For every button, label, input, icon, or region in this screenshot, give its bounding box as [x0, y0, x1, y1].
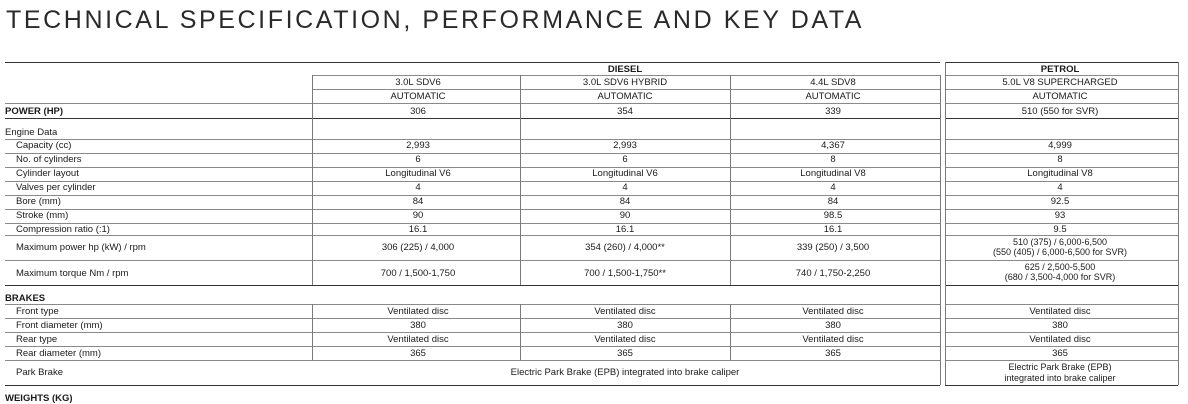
spec-label: Bore (mm)	[16, 196, 61, 207]
spec-value: 92.5	[1050, 196, 1070, 207]
table-top-rule	[945, 62, 1178, 63]
spec-value: 365	[825, 348, 841, 359]
power-value: 306	[410, 106, 426, 117]
spec-value: 625 / 2,500-5,500	[1024, 262, 1096, 272]
spec-label: Front diameter (mm)	[16, 320, 103, 331]
spec-value: 306 (225) / 4,000	[381, 242, 455, 253]
spec-label: Capacity (cc)	[16, 140, 72, 151]
row-divider	[5, 332, 940, 333]
row-divider	[5, 318, 940, 319]
spec-value: Electric Park Brake (EPB) integrated into brake caliper	[510, 367, 740, 378]
transmission: AUTOMATIC	[597, 91, 653, 102]
row-divider	[945, 235, 1178, 236]
row-divider	[5, 360, 940, 361]
spec-value: Longitudinal V6	[385, 168, 451, 179]
row-divider	[945, 332, 1178, 333]
spec-value: Ventilated disc	[387, 306, 449, 317]
spec-value: Longitudinal V8	[1027, 168, 1093, 179]
engine-section-label: Engine Data	[5, 127, 58, 138]
spec-value: 6	[622, 154, 628, 165]
spec-value: Ventilated disc	[594, 334, 656, 345]
brakes-section-label: BRAKES	[5, 293, 46, 304]
spec-value: 339 (250) / 3,500	[796, 242, 870, 253]
spec-value: 380	[1052, 320, 1068, 331]
transmission: AUTOMATIC	[1032, 91, 1088, 102]
row-divider	[5, 260, 940, 261]
page-title: TECHNICAL SPECIFICATION, PERFORMANCE AND KEY DATA	[6, 6, 865, 34]
spec-value: 8	[830, 154, 836, 165]
diesel-header: DIESEL	[607, 64, 643, 75]
spec-value: Ventilated disc	[594, 306, 656, 317]
petrol-header: PETROL	[1040, 64, 1080, 75]
row-divider	[5, 304, 940, 305]
spec-value: 2,993	[613, 140, 637, 151]
column-divider	[312, 75, 313, 285]
spec-value: 84	[827, 196, 839, 207]
spec-value: 365	[617, 348, 633, 359]
column-divider	[312, 304, 313, 360]
spec-label: No. of cylinders	[16, 154, 82, 165]
spec-label: Maximum torque Nm / rpm	[16, 268, 129, 279]
power-value: 510 (550 for SVR)	[1021, 106, 1099, 117]
spec-value: (680 / 3,500-4,000 for SVR)	[1004, 272, 1116, 282]
power-value: 354	[617, 106, 633, 117]
section-rule	[945, 285, 1178, 286]
column-divider	[520, 304, 521, 360]
column-divider	[730, 75, 731, 285]
spec-value: 93	[1054, 210, 1066, 221]
spec-value: 4	[622, 182, 628, 193]
row-divider	[945, 260, 1178, 261]
transmission: AUTOMATIC	[390, 91, 446, 102]
spec-label: Cylinder layout	[16, 168, 79, 179]
spec-value: 98.5	[823, 210, 843, 221]
spec-value: 6	[415, 154, 421, 165]
spec-value: 2,993	[406, 140, 430, 151]
row-divider	[5, 235, 940, 236]
engine-name: 3.0L SDV6 HYBRID	[582, 77, 668, 88]
section-rule	[5, 285, 940, 286]
spec-value: 4	[415, 182, 421, 193]
header-divider	[312, 89, 940, 90]
header-divider	[945, 89, 1178, 90]
row-divider	[945, 360, 1178, 361]
spec-value: 84	[412, 196, 424, 207]
spec-value: 84	[619, 196, 631, 207]
table-top-rule	[5, 62, 940, 63]
row-divider	[945, 304, 1178, 305]
spec-label: Park Brake	[16, 367, 63, 378]
row-divider	[5, 346, 940, 347]
engine-name: 4.4L SDV8	[810, 77, 856, 88]
spec-value: 90	[619, 210, 631, 221]
column-divider	[940, 75, 941, 285]
spec-value: Ventilated disc	[1029, 306, 1091, 317]
row-divider	[5, 103, 940, 104]
engine-name: 3.0L SDV6	[395, 77, 441, 88]
column-divider	[945, 62, 946, 385]
section-rule	[5, 385, 940, 386]
spec-label: Maximum power hp (kW) / rpm	[16, 242, 146, 253]
spec-value: 16.1	[408, 224, 428, 235]
spec-value: 16.1	[823, 224, 843, 235]
row-divider	[945, 318, 1178, 319]
spec-value: 380	[410, 320, 426, 331]
column-divider	[940, 285, 941, 385]
spec-value: 4,999	[1048, 140, 1072, 151]
header-divider	[312, 75, 940, 76]
spec-value: 4,367	[821, 140, 845, 151]
spec-value: 700 / 1,500-1,750	[380, 268, 456, 279]
spec-value: Ventilated disc	[802, 334, 864, 345]
spec-value: integrated into brake caliper	[1004, 373, 1116, 383]
power-label: POWER (HP)	[5, 106, 64, 117]
spec-value: 90	[412, 210, 424, 221]
spec-label: Compression ratio (:1)	[16, 224, 110, 235]
spec-label: Rear type	[16, 334, 58, 345]
spec-value: 365	[410, 348, 426, 359]
spec-value: 380	[617, 320, 633, 331]
column-divider	[730, 304, 731, 360]
engine-name: 5.0L V8 SUPERCHARGED	[1002, 77, 1118, 88]
spec-value: 510 (375) / 6,000-6,500	[1012, 237, 1108, 247]
spec-value: Ventilated disc	[1029, 334, 1091, 345]
spec-value: 740 / 1,750-2,250	[795, 268, 871, 279]
transmission: AUTOMATIC	[805, 91, 861, 102]
spec-value: Ventilated disc	[387, 334, 449, 345]
spec-value: Longitudinal V6	[592, 168, 658, 179]
spec-value: 354 (260) / 4,000**	[585, 242, 665, 253]
spec-value: Electric Park Brake (EPB)	[1008, 362, 1112, 372]
header-divider	[945, 75, 1178, 76]
spec-label: Front type	[16, 306, 59, 317]
spec-value: Ventilated disc	[802, 306, 864, 317]
column-divider	[1178, 62, 1179, 385]
spec-label: Rear diameter (mm)	[16, 348, 101, 359]
spec-value: 700 / 1,500-1,750**	[584, 268, 666, 279]
spec-value: 8	[1057, 154, 1063, 165]
spec-label: Stroke (mm)	[16, 210, 69, 221]
spec-value: (550 (405) / 6,000-6,500 for SVR)	[992, 247, 1128, 257]
spec-value: 365	[1052, 348, 1068, 359]
weights-section-label: WEIGHTS (KG)	[5, 393, 73, 404]
spec-value: 9.5	[1053, 224, 1067, 235]
row-divider	[945, 346, 1178, 347]
column-divider	[520, 75, 521, 285]
row-divider	[945, 103, 1178, 104]
spec-value: 4	[830, 182, 836, 193]
section-rule	[945, 118, 1178, 119]
section-rule	[945, 385, 1178, 386]
power-value: 339	[825, 106, 841, 117]
spec-value: 4	[1057, 182, 1063, 193]
spec-value: 16.1	[615, 224, 635, 235]
spec-value: Longitudinal V8	[800, 168, 866, 179]
spec-label: Valves per cylinder	[16, 182, 96, 193]
spec-value: 380	[825, 320, 841, 331]
section-rule	[5, 118, 940, 119]
